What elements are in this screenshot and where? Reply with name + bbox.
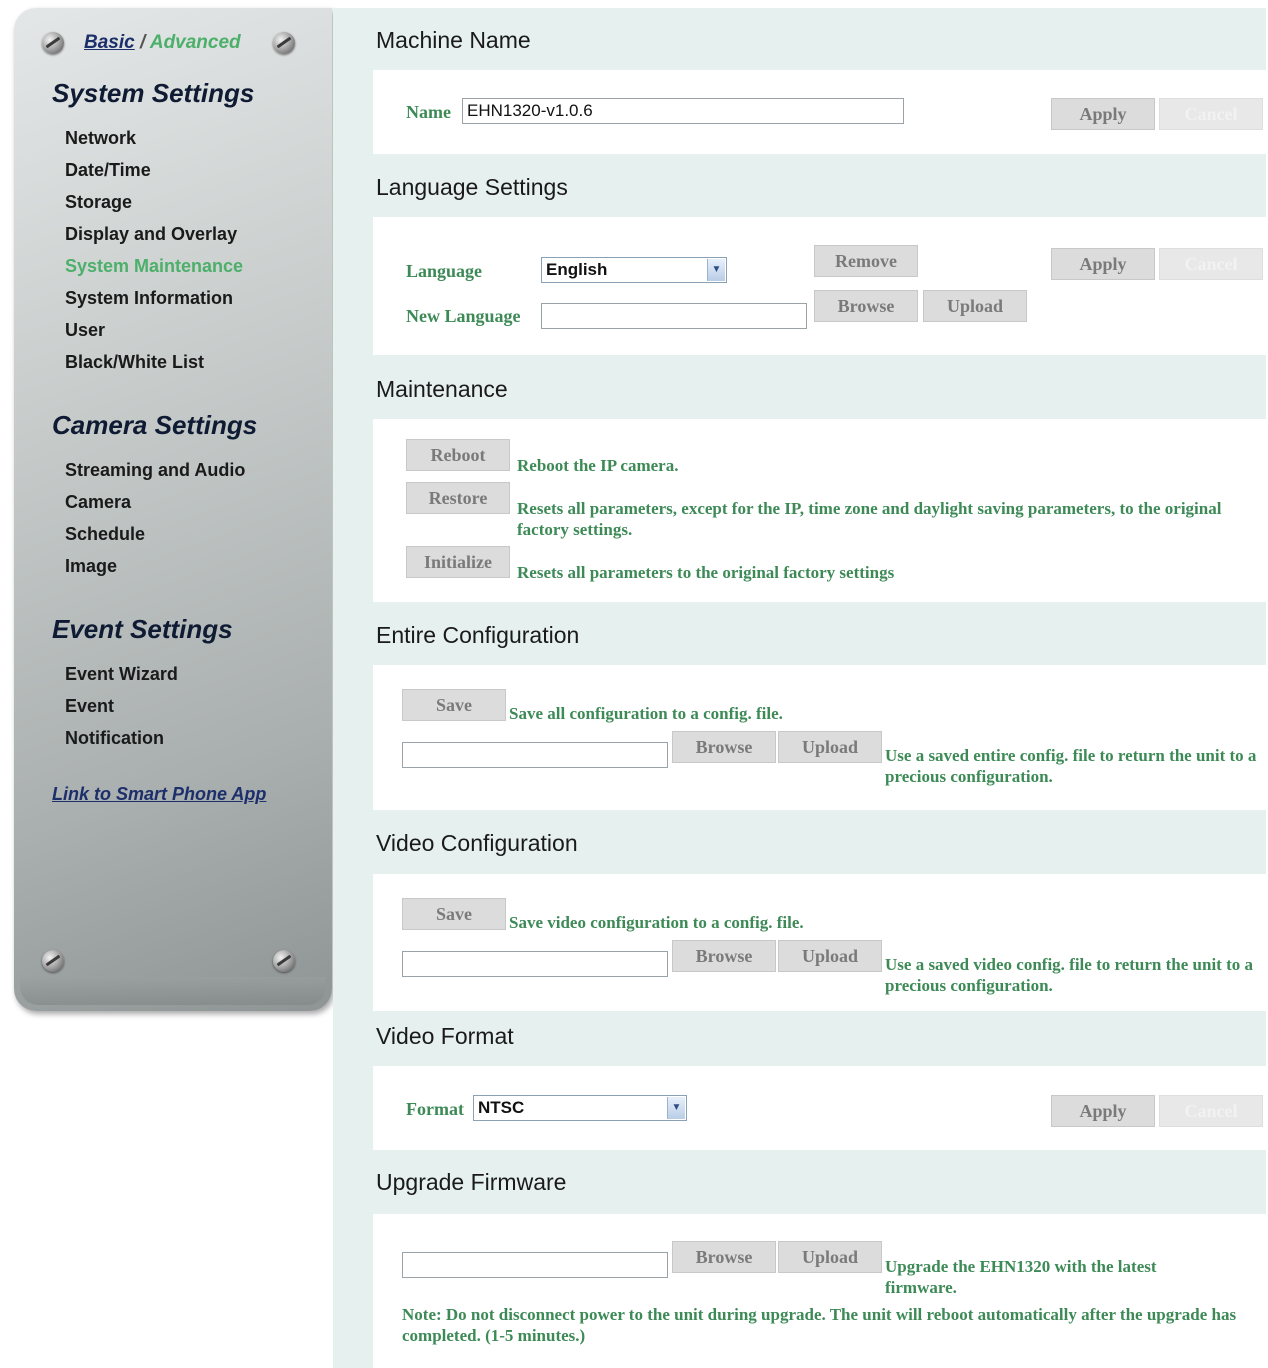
video-config-save-button[interactable]: Save	[402, 898, 506, 930]
language-apply-button[interactable]: Apply	[1051, 248, 1155, 280]
format-label: Format	[406, 1099, 464, 1119]
reboot-button[interactable]: Reboot	[406, 439, 510, 471]
sidebar-item-notification[interactable]: Notification	[65, 728, 164, 748]
video-config-save-description: Save video configuration to a config. file.	[509, 913, 804, 932]
video-format-panel	[373, 1066, 1266, 1150]
restore-button[interactable]: Restore	[406, 482, 510, 514]
sidebar-item-black-white-list[interactable]: Black/White List	[65, 352, 205, 372]
machine-name-apply-button[interactable]: Apply	[1051, 98, 1155, 130]
mode-switch	[84, 32, 241, 54]
sidebar-item-display-overlay[interactable]: Display and Overlay	[65, 224, 238, 244]
language-panel	[373, 217, 1266, 355]
sidebar-item-event-wizard[interactable]: Event Wizard	[65, 664, 178, 684]
reboot-description: Reboot the IP camera.	[517, 456, 679, 475]
mode-separator: /	[134, 32, 150, 53]
sidebar-item-system-maintenance[interactable]: System Maintenance	[65, 256, 244, 276]
maintenance-title: Maintenance	[376, 376, 508, 402]
sidebar-item-user[interactable]: User	[65, 320, 106, 340]
initialize-button[interactable]: Initialize	[406, 546, 510, 578]
video-format-apply-button[interactable]: Apply	[1051, 1095, 1155, 1127]
language-select[interactable]	[541, 257, 727, 283]
camera-settings-heading: Camera Settings	[52, 410, 258, 440]
machine-name-cancel-button[interactable]: Cancel	[1159, 98, 1263, 130]
machine-name-input[interactable]: EHN1320-v1.0.6	[462, 98, 904, 124]
video-config-browse-button[interactable]: Browse	[672, 940, 776, 972]
smart-phone-app-link[interactable]: Link to Smart Phone App	[52, 784, 267, 804]
firmware-file-input[interactable]	[402, 1252, 668, 1278]
video-config-title: Video Configuration	[376, 830, 578, 856]
language-select-value: English	[546, 260, 608, 279]
language-settings-title: Language Settings	[376, 174, 568, 200]
sidebar-item-storage[interactable]: Storage	[65, 192, 133, 212]
sidebar-item-date-time[interactable]: Date/Time	[65, 160, 151, 180]
event-settings-heading: Event Settings	[52, 614, 233, 644]
video-format-title: Video Format	[376, 1023, 514, 1049]
name-label: Name	[406, 102, 451, 122]
machine-name-panel	[373, 70, 1266, 154]
video-config-file-input[interactable]	[402, 951, 668, 977]
entire-config-upload-description: Use a saved entire config. file to return the unit to a precious configuration.	[885, 746, 1257, 786]
language-remove-button[interactable]: Remove	[814, 245, 918, 277]
entire-config-title: Entire Configuration	[376, 622, 580, 648]
system-settings-nav	[65, 122, 243, 378]
language-browse-button[interactable]: Browse	[814, 290, 918, 322]
system-settings-heading: System Settings	[52, 78, 255, 108]
machine-name-title: Machine Name	[376, 27, 531, 53]
language-upload-button[interactable]: Upload	[923, 290, 1027, 322]
screw-icon	[273, 950, 295, 972]
basic-mode-link[interactable]: Basic	[84, 32, 135, 53]
advanced-mode-link[interactable]: Advanced	[149, 32, 241, 53]
video-format-cancel-button[interactable]: Cancel	[1159, 1095, 1263, 1127]
entire-config-panel	[373, 665, 1266, 810]
firmware-upload-button[interactable]: Upload	[778, 1241, 882, 1273]
entire-config-save-button[interactable]: Save	[402, 689, 506, 721]
dropdown-arrow-icon[interactable]: ▼	[667, 1097, 685, 1119]
entire-config-file-input[interactable]	[402, 742, 668, 768]
initialize-description: Resets all parameters to the original factory settings	[517, 563, 895, 582]
new-language-label: New Language	[406, 306, 521, 326]
language-label: Language	[406, 261, 483, 281]
camera-settings-nav	[65, 454, 245, 582]
restore-description: Resets all parameters, except for the IP, time zone and daylight saving parameters, to the original factory settings.	[517, 499, 1222, 539]
main-content	[333, 8, 1266, 1368]
video-config-upload-description: Use a saved video config. file to return the unit to a precious configuration.	[885, 955, 1253, 995]
maintenance-panel	[373, 419, 1266, 602]
sidebar-item-schedule[interactable]: Schedule	[65, 524, 146, 544]
video-config-upload-button[interactable]: Upload	[778, 940, 882, 972]
upgrade-firmware-title: Upgrade Firmware	[376, 1169, 567, 1195]
sidebar	[14, 8, 332, 1011]
sidebar-item-event[interactable]: Event	[65, 696, 115, 716]
entire-config-browse-button[interactable]: Browse	[672, 731, 776, 763]
sidebar-item-network[interactable]: Network	[65, 128, 137, 148]
screw-icon	[273, 32, 295, 54]
screw-icon	[42, 32, 64, 54]
firmware-upload-description: Upgrade the EHN1320 with the latest firmware.	[885, 1257, 1157, 1297]
screw-icon	[42, 950, 64, 972]
sidebar-item-image[interactable]: Image	[65, 556, 118, 576]
format-select[interactable]	[473, 1095, 687, 1121]
firmware-browse-button[interactable]: Browse	[672, 1241, 776, 1273]
sidebar-item-system-information[interactable]: System Information	[65, 288, 234, 308]
language-cancel-button[interactable]: Cancel	[1159, 248, 1263, 280]
sidebar-item-camera[interactable]: Camera	[65, 492, 132, 512]
sidebar-item-streaming-audio[interactable]: Streaming and Audio	[65, 460, 246, 480]
event-settings-nav	[65, 658, 178, 754]
entire-config-save-description: Save all configuration to a config. file.	[509, 704, 783, 723]
entire-config-upload-button[interactable]: Upload	[778, 731, 882, 763]
dropdown-arrow-icon[interactable]: ▼	[707, 259, 725, 281]
format-select-value: NTSC	[478, 1098, 525, 1117]
upgrade-firmware-panel	[373, 1214, 1266, 1368]
new-language-input[interactable]	[541, 303, 807, 329]
firmware-note: Note: Do not disconnect power to the unit during upgrade. The unit will reboot automatically after the upgrade has completed. (1-5 minutes.)	[402, 1305, 1237, 1345]
video-config-panel	[373, 874, 1266, 1011]
